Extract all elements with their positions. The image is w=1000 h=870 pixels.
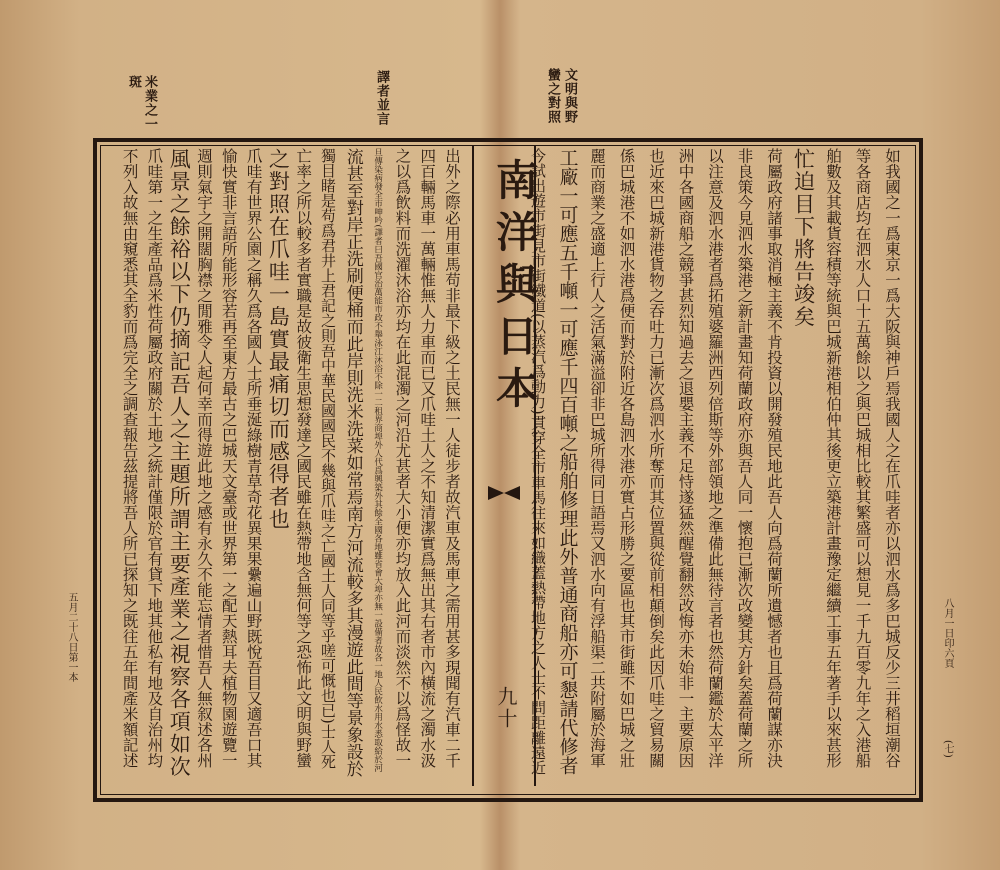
text-column: 等各商店均在泗水人口十五萬餘以之與巴城相比較其繁盛可以想見一千九百零九年之入港船 bbox=[853, 148, 872, 768]
page-title: 南洋與日本 bbox=[490, 158, 539, 418]
text-column: 爪哇有世界公園之稱久爲各國人士所垂涎綠樹青草奇花異果果纍遍山野既悅吾目又適吾口其 bbox=[244, 148, 263, 768]
text-column: 麗而商業之盛適上行人之活氣滿溢卻非巴城所得同日語焉又泗水向有浮船渠二共附屬於海軍 bbox=[588, 148, 606, 768]
text-column: 忙迫目下將告竣矣 bbox=[791, 148, 816, 328]
text-column: 洲中各國商船之競爭甚烈知過去之退嬰主義不足恃遂猛然醒覺翻然改悔亦未始非一主要原因 bbox=[676, 148, 695, 768]
text-column: 如我國之一爲東京一爲大阪與神戶焉我國人之在爪哇者亦以泗水爲多巴城反少三井稻垣潮谷 bbox=[883, 148, 901, 768]
text-column: 愉快實非言語所能形容若再至東方最古之巴城天文臺或世界第一之配天熱耳夫植物園遊覽一 bbox=[219, 148, 238, 768]
text-column: 舶數及其載貨容積等統與巴城新港相伯仲其後更立築港計畫豫定繼續工事五年著手以來甚形 bbox=[824, 148, 842, 768]
text-column: 亡率之所以較多者實職是故彼衛生思想發達之國民雖在熱帶地含無何等之恐怖此文明與野蠻 bbox=[294, 148, 313, 768]
text-column: 出外之際必用車馬苟非最下級之土民無一人徒步者故汽車及馬車之需用甚多現聞有汽車二千 bbox=[443, 148, 461, 768]
margin-label-left-2: 斑 bbox=[126, 75, 141, 89]
text-column: 週則氣宇之開闊胸襟之閒雅令人起何幸而得遊此地之感有永久不能忘情者惜吾人無叙述各州 bbox=[195, 148, 213, 768]
text-column: 以注意及泗水港者爲拓殖婆羅洲西列倍斯等外部領地之準備此無待言者也然荷蘭鑑於太平洋 bbox=[706, 148, 724, 768]
text-column: 爪哇第一之生產品爲米性荷屬政府關於土地之統計僅限於官有貸下地其他私有地及自治州均 bbox=[145, 148, 164, 768]
text-column: 旦傳染病發全市呻吟(譯者曰吾國官治萬能市政不舉泳江沐浴不除一二租界商埠外人代爲興築外其餘全國各地雖省會大埠亦無一設備者故各一地人民飲水用水悉取給於河 bbox=[372, 148, 383, 772]
text-column: 之對照在爪哇一島實最痛切而感得者也 bbox=[266, 148, 291, 531]
margin-label-right-1: 文明與野 bbox=[562, 68, 577, 124]
margin-label-left-1: 米業之一 bbox=[142, 75, 157, 131]
margin-label-right-2: 蠻之對照 bbox=[545, 68, 560, 124]
text-column: 流甚至對岸正洗刷便桶而此岸則洗米洗菜如常焉南方河流較多其漫遊此間等景象設於 bbox=[342, 148, 363, 777]
footer-left: 五月二十八日第一本 bbox=[66, 592, 77, 682]
fish-tail-mark-icon bbox=[488, 486, 520, 500]
footer-right-2: (七) bbox=[942, 740, 953, 758]
text-column: 之以爲飲料而洗濯沐浴亦均在此混濁之河沿尤甚者大小便亦均放入此河而淡然不以爲怪故一 bbox=[393, 148, 412, 768]
margin-label-middle: 譯者並言 bbox=[374, 70, 389, 126]
text-column: 也近來巴城新港貨物之吞吐力已漸次爲泗水所奪而其位置與從前相顛倒矣此因爪哇之貿易關 bbox=[647, 148, 665, 768]
text-column: 工廠一可應五千噸一可應千四百噸之船舶修理此外普通商船亦可懇請代修者 bbox=[556, 148, 579, 775]
page-number: 九十 bbox=[494, 686, 518, 730]
text-column: 荷屬政府諸事取消極主義不肯投資以開發殖民地此吾人向爲荷蘭所遺憾者也且爲荷蘭謀亦決 bbox=[765, 148, 783, 768]
text-column: 獨目睹是苟爲君井上君記之則吾中華民國國民不幾與爪哇之亡國土人同等乎嗟可慨也已)士人死 bbox=[319, 148, 337, 769]
text-column: 不列入故無由窺悉其全豹而爲完全之調查報告茲提將吾人所已探知之既往五年間產米額記述 bbox=[120, 148, 139, 768]
text-column: 四百輛馬車一萬輛惟無人力車而已又爪哇土人之不知清潔實爲無出其右者市內橫流之濁水汲 bbox=[418, 148, 437, 768]
text-column: 風景之餘裕以下仍摘記吾人之主題所謂主要產業之視察各項如次 bbox=[167, 148, 192, 778]
text-column: 係巴城港不如泗水港爲便而對於附近各島泗水港亦實占形勝之要區也其市街雖不如巴城之壯 bbox=[617, 148, 636, 768]
text-column: 今試出遊市街見市街鐵道(以蒸汽爲動力)貫穿全市車馬往來如織蓋熱帶地方之人士不問距離遠近 bbox=[529, 148, 547, 775]
text-column: 非良策今見泗水築港之新計畫知荷蘭政府亦與吾人同一懷抱已漸次改變其方針矣蓋荷蘭之所 bbox=[735, 148, 754, 768]
footer-right: 八月一日印六頁 bbox=[942, 598, 953, 668]
